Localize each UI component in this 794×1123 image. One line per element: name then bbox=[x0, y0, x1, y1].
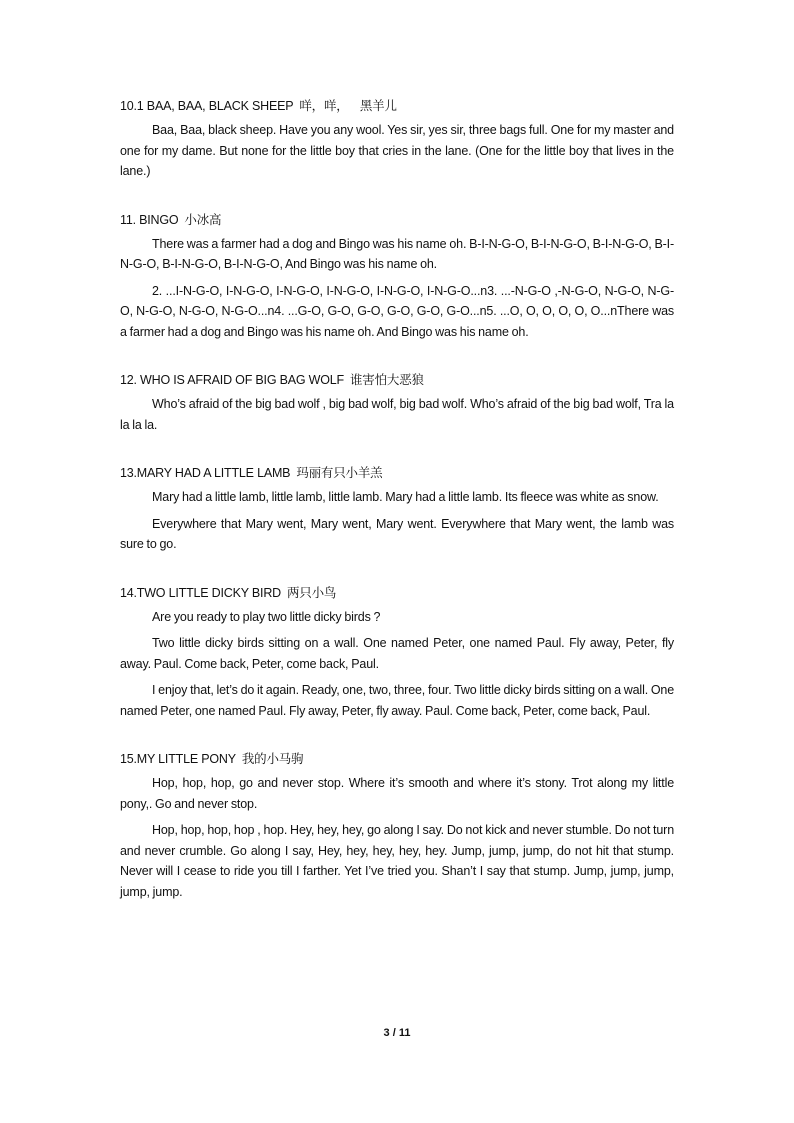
section-heading bbox=[120, 749, 674, 769]
heading-title: 13.MARY HAD A LITTLE LAMB bbox=[120, 466, 291, 480]
heading-title: 10.1 BAA, BAA, BLACK SHEEP bbox=[120, 99, 294, 113]
section-bingo bbox=[120, 210, 674, 343]
section-heading bbox=[120, 583, 674, 603]
paragraph: I enjoy that, let’s do it again. Ready, one, two, three, four. Two little dicky birds sitting on a wall. One named Peter, one named Paul. Fly away, Peter, fly away. Paul. Come back, Peter, come back, Paul. bbox=[120, 683, 675, 718]
section-heading bbox=[120, 370, 674, 390]
section-heading bbox=[120, 96, 674, 116]
section-baa-baa-black-sheep bbox=[120, 96, 674, 182]
heading-title: 14.TWO LITTLE DICKY BIRD bbox=[120, 585, 281, 600]
heading-chinese-title: 两只小鸟 bbox=[286, 584, 337, 600]
paragraph: Two little dicky birds sitting on a wall. One named Peter, one named Paul. Fly away, Peter, fly away. Paul. Come back, Peter, come back, Paul. bbox=[120, 636, 674, 671]
paragraph: Hop, hop, hop, hop , hop. Hey, hey, hey, go along I say. Do not kick and never stumble. Do not turn and never crumble. Go along I say, Hey, hey, hey, hey, hey. Jump, jump, jump, do not hit that stump. Never will I cease to ride you till I farther. Yet I’ve tried you. Shan’t I say that stump. Jump, jump, jump, jump, jump. bbox=[120, 823, 674, 899]
heading-chinese-title: 谁害怕大恶狼 bbox=[350, 372, 424, 387]
heading-chinese-title: 玛丽有只小羊羔 bbox=[296, 465, 383, 480]
paragraph: 2. ...I-N-G-O, I-N-G-O, I-N-G-O, I-N-G-O, I-N-G-O, I-N-G-O...n3. ...-N-G-O ,-N-G-O, N-G-O, N-G-O, N-G-O, N-G-O, N-G-O...n4. ...G-O, G-O, G-O, G-O, G-O, G-O...n5. ...O, O, O, O, O, O...nThere was a farmer had a dog and Bingo was his name oh. And Bingo was his name oh. bbox=[120, 283, 674, 339]
section-mary-had-a-little-lamb bbox=[120, 463, 674, 555]
paragraph: Everywhere that Mary went, Mary went, Mary went. Everywhere that Mary went, the lamb was sure to go. bbox=[120, 516, 674, 551]
heading-title: 11. BINGO bbox=[120, 212, 179, 227]
section-heading bbox=[120, 210, 674, 230]
document-page bbox=[120, 96, 674, 908]
paragraph: Mary had a little lamb, little lamb, little lamb. Mary had a little lamb. Its fleece was white as snow. bbox=[152, 490, 659, 504]
paragraph: Who’s afraid of the big bad wolf , big bad wolf, big bad wolf. Who’s afraid of the big bad wolf, Tra la la la la. bbox=[120, 397, 674, 432]
heading-chinese-title: 咩，咩， 黑羊儿 bbox=[299, 98, 397, 113]
paragraph: Hop, hop, hop, go and never stop. Where it’s smooth and where it’s stony. Trot along my little pony,. Go and never stop. bbox=[120, 776, 674, 811]
paragraph: Baa, Baa, black sheep. Have you any wool. Yes sir, yes sir, three bags full. One for my master and one for my dame. But none for the little boy that cries in the lane. (One for the little boy that lives in the lane.) bbox=[120, 123, 674, 178]
page-number: 3 / 11 bbox=[383, 1027, 411, 1039]
paragraph: Are you ready to play two little dicky birds ? bbox=[152, 609, 381, 624]
paragraph: There was a farmer had a dog and Bingo was his name oh. B-I-N-G-O, B-I-N-G-O, B-I-N-G-O, B-I-N-G-O, B-I-N-G-O, B-I-N-G-O, And Bingo was his name oh. bbox=[120, 236, 674, 271]
heading-title: 15.MY LITTLE PONY bbox=[120, 752, 236, 766]
heading-chinese-title: 我的小马驹 bbox=[241, 751, 304, 766]
section-heading bbox=[120, 463, 674, 483]
section-my-little-pony bbox=[120, 749, 674, 902]
heading-chinese-title: 小冰高 bbox=[184, 211, 222, 227]
section-two-little-dicky-bird bbox=[120, 583, 674, 722]
section-big-bad-wolf bbox=[120, 370, 674, 435]
heading-title: 12. WHO IS AFRAID OF BIG BAG WOLF bbox=[120, 373, 344, 387]
